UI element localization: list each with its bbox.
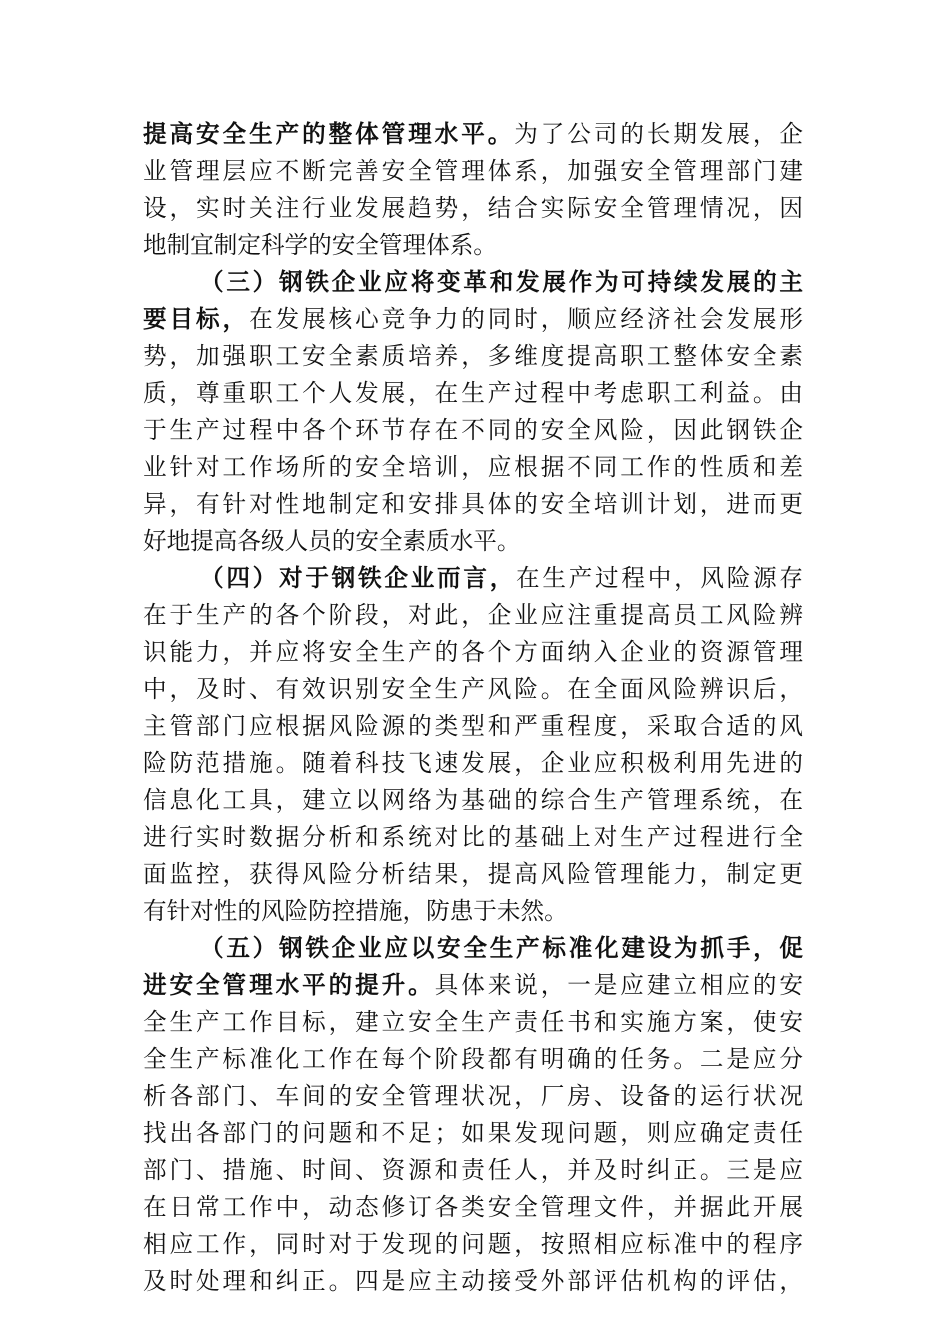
line-text: 在日常工作中，动态修订各类安全管理文件，并据此开展: [143, 1193, 803, 1221]
line-text: 地制宜制定科学的安全管理体系。: [143, 231, 497, 259]
paragraph-2-line-4: [143, 373, 803, 413]
line-text: 相应工作，同时对于发现的问题，按照相应标准中的程序: [143, 1230, 803, 1258]
line-text: 析各部门、车间的安全管理状况，厂房、设备的运行状况: [143, 1082, 803, 1110]
paragraph-3-line-8: [143, 817, 803, 857]
paragraph-1-line-1: [143, 114, 803, 154]
bold-lead: 进安全管理水平的提升。: [143, 971, 435, 999]
bold-lead: 提高安全生产的整体管理水平。: [143, 120, 515, 148]
line-text: 在生产过程中，风险源存: [516, 564, 803, 592]
paragraph-4-line-7: [143, 1150, 803, 1190]
paragraph-4-line-2: [143, 965, 803, 1005]
paragraph-3-line-9: [143, 854, 803, 894]
paragraph-2-line-8: [143, 521, 803, 561]
paragraph-3-line-5: [143, 706, 803, 746]
paragraph-4-line-4: [143, 1039, 803, 1079]
line-text: 全生产工作目标，建立安全生产责任书和实施方案，使安: [143, 1008, 803, 1036]
bold-lead: （三）钢铁企业应将变革和发展作为可持续发展的主: [200, 268, 803, 296]
paragraph-3-line-6: [143, 743, 803, 783]
bold-lead: （四）对于钢铁企业而言，: [200, 564, 517, 592]
line-text: 部门、措施、时间、资源和责任人，并及时纠正。三是应: [143, 1156, 803, 1184]
paragraph-3-line-7: [143, 780, 803, 820]
paragraph-3-line-4: [143, 669, 803, 709]
paragraph-3-line-3: [143, 632, 803, 672]
paragraph-4-line-3: [143, 1002, 803, 1042]
line-text: 信息化工具，建立以网络为基础的综合生产管理系统，在: [143, 786, 803, 814]
line-text: 好地提高各级人员的安全素质水平。: [143, 527, 521, 555]
line-text: 险防范措施。随着科技飞速发展，企业应积极利用先进的: [143, 749, 803, 777]
paragraph-3-line-2: [143, 595, 803, 635]
paragraph-2-line-6: [143, 447, 803, 487]
line-text: 中，及时、有效识别安全生产风险。在全面风险辨识后，: [143, 675, 803, 703]
paragraph-4-line-8: [143, 1187, 803, 1227]
line-text: 识能力，并应将安全生产的各个方面纳入企业的资源管理: [143, 638, 803, 666]
paragraph-2-line-5: [143, 410, 803, 450]
line-text: 为了公司的长期发展，企: [514, 120, 803, 148]
line-text: 在发展核心竞争力的同时，顺应经济社会发展形: [249, 305, 803, 333]
paragraph-4-line-5: [143, 1076, 803, 1116]
line-text: 势，加强职工安全素质培养，多维度提高职工整体安全素: [143, 342, 803, 370]
paragraph-3-line-10: [143, 891, 803, 931]
paragraph-2-line-1: [200, 262, 803, 302]
paragraph-2-line-2: [143, 299, 803, 339]
line-text: 全生产标准化工作在每个阶段都有明确的任务。二是应分: [143, 1045, 803, 1073]
paragraph-1-line-3: [143, 188, 803, 228]
paragraph-4-line-6: [143, 1113, 803, 1153]
line-text: 设，实时关注行业发展趋势，结合实际安全管理情况，因: [143, 194, 803, 222]
line-text: 主管部门应根据风险源的类型和严重程度，采取合适的风: [143, 712, 803, 740]
bold-lead: （五）钢铁企业应以安全生产标准化建设为抓手，促: [200, 934, 803, 962]
paragraph-4-line-10: [143, 1261, 803, 1301]
paragraph-4-line-9: [143, 1224, 803, 1264]
paragraph-2-line-3: [143, 336, 803, 376]
line-text: 进行实时数据分析和系统对比的基础上对生产过程进行全: [143, 823, 803, 851]
line-text: 业管理层应不断完善安全管理体系，加强安全管理部门建: [143, 157, 803, 185]
line-text: 在于生产的各个阶段，对此，企业应注重提高员工风险辨: [143, 601, 803, 629]
line-text: 及时处理和纠正。四是应主动接受外部评估机构的评估，: [143, 1267, 803, 1295]
line-text: 质，尊重职工个人发展，在生产过程中考虑职工利益。由: [143, 379, 803, 407]
paragraph-4-line-1: [200, 928, 803, 968]
line-text: 业针对工作场所的安全培训，应根据不同工作的性质和差: [143, 453, 803, 481]
line-text: 异，有针对性地制定和安排具体的安全培训计划，进而更: [143, 490, 803, 518]
paragraph-1-line-4: [143, 225, 803, 265]
paragraph-3-line-1: [200, 558, 803, 598]
line-text: 于生产过程中各个环节存在不同的安全风险，因此钢铁企: [143, 416, 803, 444]
line-text: 找出各部门的问题和不足；如果发现问题，则应确定责任: [143, 1119, 803, 1147]
line-text: 具体来说，一是应建立相应的安: [434, 971, 803, 999]
paragraph-2-line-7: [143, 484, 803, 524]
line-text: 面监控，获得风险分析结果，提高风险管理能力，制定更: [143, 860, 803, 888]
paragraph-1-line-2: [143, 151, 803, 191]
bold-lead: 要目标，: [143, 305, 250, 333]
line-text: 有针对性的风险防控措施，防患于未然。: [143, 897, 568, 925]
